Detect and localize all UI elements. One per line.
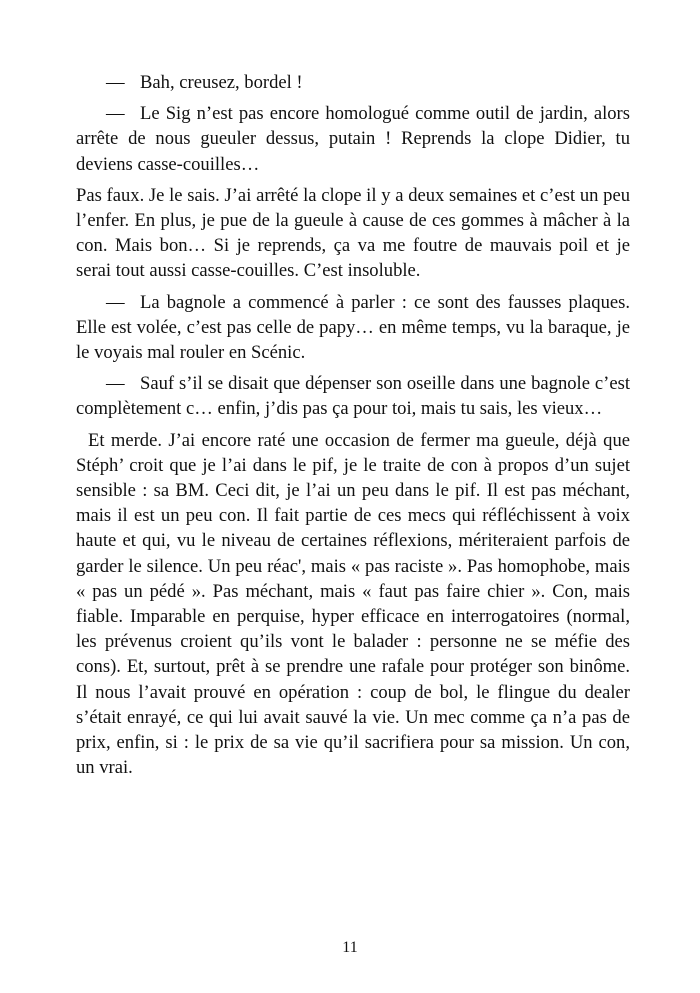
page-number: 11 xyxy=(342,939,358,956)
dialogue-text: Sauf s’il se disait que dépenser son oseille dans une bagnole c’est complètement c… enfin, j’dis pas ça pour toi, mais tu sais, les vieux… xyxy=(76,373,630,420)
dialogue-dash: — xyxy=(106,291,125,313)
dialogue-text: La bagnole a commencé à parler : ce sont des fausses plaques. Elle est volée, c’est pas celle de papy… en même temps, vu la baraque, je le voyais mal rouler en Scénic. xyxy=(76,291,630,364)
dialogue-text: Le Sig n’est pas encore homologué comme outil de jardin, alors arrête de nous gueuler dessus, putain ! Reprends la clope Didier, tu deviens casse-couilles… xyxy=(76,103,630,175)
dialogue-dash: — xyxy=(106,103,125,125)
dialogue-line-1 xyxy=(76,70,630,95)
dialogue-line-2 xyxy=(76,101,630,177)
page-body xyxy=(76,70,630,786)
dialogue-line-4 xyxy=(76,371,630,421)
dialogue-line-3 xyxy=(76,290,630,366)
narration-paragraph-2: Et merde. J’ai encore raté une occasion de fermer ma gueule, déjà que Stéph’ croit que je l’ai dans le pif, je le traite de con à propos d’un sujet sensible : sa BM. Ceci dit, je l’ai un peu dans le pif. Il est pas méchant, mais il est un peu con. Il fait partie de ces mecs qui réfléchissent à voix haute et qui, vu le niveau de certaines réflexions, mériteraient parfois de garder le silence. Un peu réac', mais « pas raciste ». Pas homophobe, mais « pas un pédé ». Pas méchant, mais « faut pas faire chier ». Con, mais fiable. Imparable en perquise, hyper efficace en interrogatoires (normal, les prévenus croient qu’ils vont le balader : personne ne se méfie des cons). Et, surtout, prêt à se prendre une rafale pour protéger son binôme. Il nous l’avait prouvé en opération : coup de bol, le flingue du dealer s’était enrayé, ce qui lui avait sauvé la vie. Un mec comme ça n’a pas de prix, enfin, si : le prix de sa vie qu’il sacrifiera pour sa mission. Un con, un vrai. xyxy=(76,429,630,779)
dialogue-text: Bah, creusez, bordel ! xyxy=(140,72,303,93)
narration-paragraph-1: Pas faux. Je le sais. J’ai arrêté la clope il y a deux semaines et c’est un peu l’enfer. En plus, je pue de la gueule à cause de ces gommes à mâcher à la con. Mais bon… Si je reprends, ça va me foutre de mauvais poil et je serai tout aussi casse-couilles. C’est insoluble. xyxy=(76,184,630,282)
dialogue-dash: — xyxy=(106,373,125,395)
dialogue-dash: — xyxy=(106,72,125,93)
